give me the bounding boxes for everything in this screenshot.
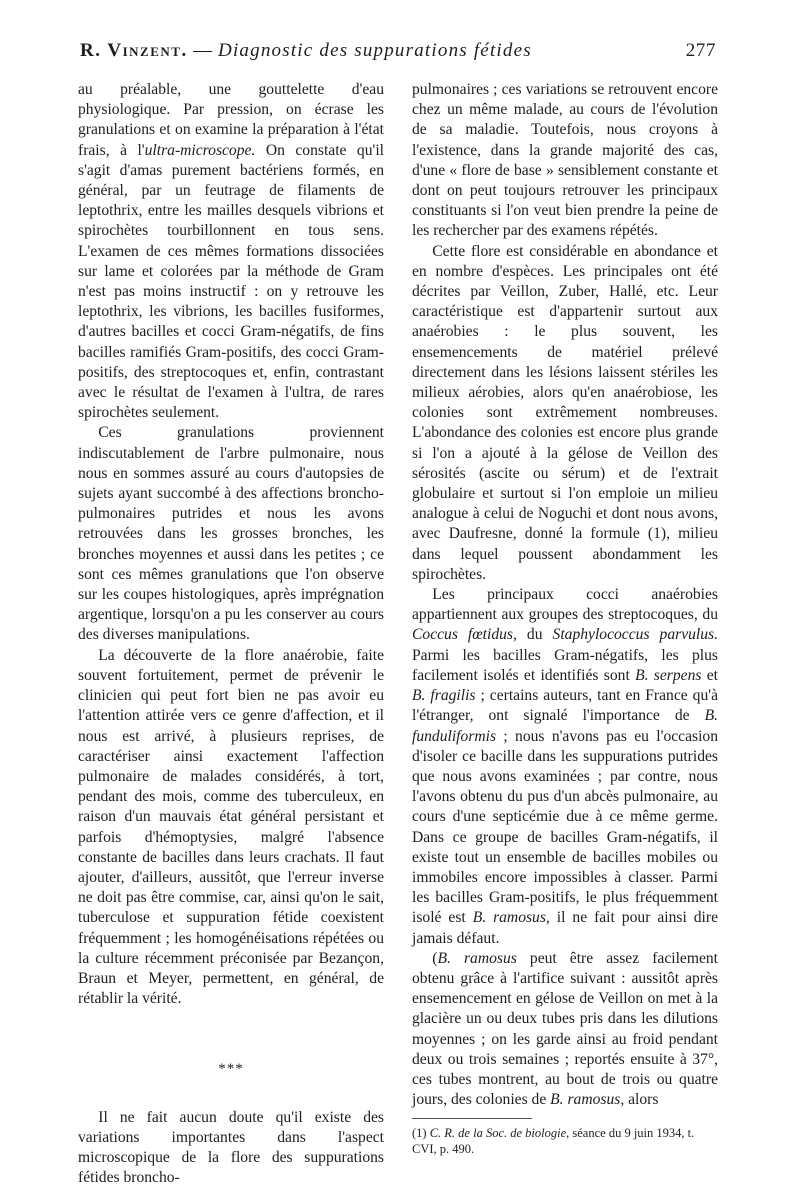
emphasis: C. R. de la Soc. de biologie, xyxy=(429,1126,570,1141)
text-run: au préalable, une gouttelette d'eau physiologique. Par pression, on écrase les granulations et on examine la préparation à l'état frais, à l' xyxy=(78,81,384,159)
right-paragraph-4 xyxy=(412,949,718,1111)
text-run: séance du 9 juin 1934, t. CVI, p. 490. xyxy=(412,1126,695,1157)
emphasis: B. funduliformis xyxy=(412,707,718,745)
text-run: ; certains auteurs, tant en France qu'à l'étranger, ont signalé l'importance de xyxy=(412,687,719,725)
left-column xyxy=(78,80,384,1188)
emphasis: Staphylococcus parvulus. xyxy=(552,626,719,644)
footnote xyxy=(412,1125,718,1157)
text-run: Les principaux cocci anaérobies appartiennent aux groupes des streptocoques, du xyxy=(412,586,718,624)
emphasis: B. ramosus xyxy=(437,949,517,967)
text-run: peut être assez facilement obtenu grâce à l'artifice suivant : aussitôt après ensemencement en gélose de Veillon on met à la glacière un ou deux tubes pris dans les dilutions moyennes ; on les garde ainsi au froid pendant deux ou trois semaines ; reportés ensuite à 37°, ces tubes montrent, au bout de trois ou quatre jours, des colonies de xyxy=(412,949,719,1109)
text-run: Parmi les bacilles Gram-négatifs, les plus facilement isolés et identifiés sont xyxy=(412,646,718,684)
section-break-asterism: *** xyxy=(218,1061,244,1078)
emphasis: B. fragilis xyxy=(412,687,476,705)
header-separator: — xyxy=(193,40,213,61)
running-header xyxy=(80,40,720,62)
text-run: et xyxy=(701,666,719,684)
left-paragraph-1 xyxy=(78,80,384,423)
left-paragraph-2: Ces granulations proviennent indiscutablement de l'arbre pulmonaire, nous nous en sommes assuré au cours d'autopsies de sujets ayant succombé à des affections broncho-pulmonaires putrides et nous les avons retrouvées dans les grosses bronches, les bronches moyennes et aussi dans les petites ; ce sont ces mêmes granulations que l'on observe sur les coupes histologiques, après imprégnation argentique, lorsqu'on a pu les conserver au cours des diverses manipulations. xyxy=(78,424,384,644)
right-paragraph-2: Cette flore est considérable en abondance et en nombre d'espèces. Les principales ont été décrites par Veillon, Zuber, Hallé, etc. Leur caractéristique est d'appartenir surtout aux anaérobies : le plus souvent, les ensemencements de matériel prélevé directement dans les lésions laissent stériles les milieux aérobies, alors qu'en anaérobiose, les colonies sont extrêmement nombreuses. L'abondance des colonies est encore plus grande si l'on a ajouté à la gélose de Veillon des sérosités (ascite ou sérum) et de l'extrait globulaire et surtout si l'on emploie un milieu analogue à celui de Noguchi et dont nous avons, avec Daufresne, donné la formule (1), milieu dans lequel poussent abondamment les spirochètes. xyxy=(412,242,718,583)
right-column xyxy=(412,80,718,1157)
emphasis: ultra-microscope. xyxy=(144,141,256,159)
header-title: Diagnostic des suppurations fétides xyxy=(218,40,532,61)
text-run: ( xyxy=(432,949,438,967)
emphasis: B. serpens xyxy=(635,666,702,684)
text-run: alors xyxy=(624,1091,659,1109)
text-run: (1) xyxy=(412,1126,430,1141)
text-run: il ne fait pour ainsi dire jamais défaut. xyxy=(412,909,718,947)
emphasis: B. ramosus, xyxy=(550,1091,625,1109)
text-run: du xyxy=(516,626,553,644)
emphasis: Coccus fœtidus, xyxy=(412,626,517,644)
right-paragraph-3 xyxy=(412,585,718,949)
emphasis: B. ramosus, xyxy=(472,909,550,927)
text-run: On constate qu'il s'agit d'amas purement bactériens formés, en général, par un feutrage de filaments de leptothrix, entre les mailles desquels vibrions et spirochètes tourbillonnent en tous sens. L'examen de ces mêmes formations dissociées sur lame et colorées par la méthode de Gram n'est pas moins instructif : on y retrouve les leptothrix, les vibrions, les bacilles fusiformes, d'autres bacilles et cocci Gram-négatifs, de fins bacilles ramifiés Gram-positifs, des cocci Gram-positifs, des streptocoques et, enfin, contrastant avec le résultat de l'examen à l'ultra, de rares spirochètes seulement. xyxy=(78,141,384,422)
footnote-rule xyxy=(412,1118,532,1119)
left-paragraph-3: La découverte de la flore anaérobie, faite souvent fortuitement, permet de prévenir le clinicien qui peut fort bien ne pas avoir eu l'attention attirée vers ce genre d'affection, et il nous est arrivé, à plusieurs reprises, de caractériser ainsi exactement l'affection pulmonaire de malades considérés, à tort, pendant des mois, comme des tuberculeux, en raison d'un mauvais état général persistant et parfois d'hémoptysies, malgré l'absence constante de bacilles dans leurs crachats. Il faut ajouter, d'ailleurs, aussitôt, que l'erreur inverse ne doit pas être commise, car, ainsi qu'on le sait, tuberculose et suppuration fétide coexistent fréquemment ; les homogénéisations répétées ou la culture récemment préconisée par Bezançon, Braun et Meyer, permettent, en général, de rétablir la vérité. xyxy=(78,646,384,1008)
page-number: 277 xyxy=(685,40,716,61)
left-paragraph-4: Il ne fait aucun doute qu'il existe des variations importantes dans l'aspect microscopique de la flore des suppurations fétides broncho- xyxy=(78,1108,384,1187)
text-run: ; nous n'avons pas eu l'occasion d'isoler ce bacille dans les suppurations putrides que nous avons examinées ; par contre, nous l'avons obtenu du pus d'un abcès pulmonaire, au cours d'une septicémie due à ce même germe. Dans ce groupe de bacilles Gram-négatifs, il existe tout un ensemble de bacilles mobiles ou immobiles encore impossibles à classer. Parmi les bacilles Gram-positifs, le plus fréquemment isolé est xyxy=(412,727,718,927)
header-author: R. Vinzent. xyxy=(80,40,188,61)
right-paragraph-1: pulmonaires ; ces variations se retrouvent encore chez un même malade, au cours de l'évolution de sa maladie. Toutefois, nous croyons à l'existence, dans la grande majorité des cas, d'une « flore de base » sensiblement constante et dont on peut toujours retrouver les principaux constituants si l'on veut bien prendre la peine de les rechercher par des examens répétés. xyxy=(412,81,718,240)
